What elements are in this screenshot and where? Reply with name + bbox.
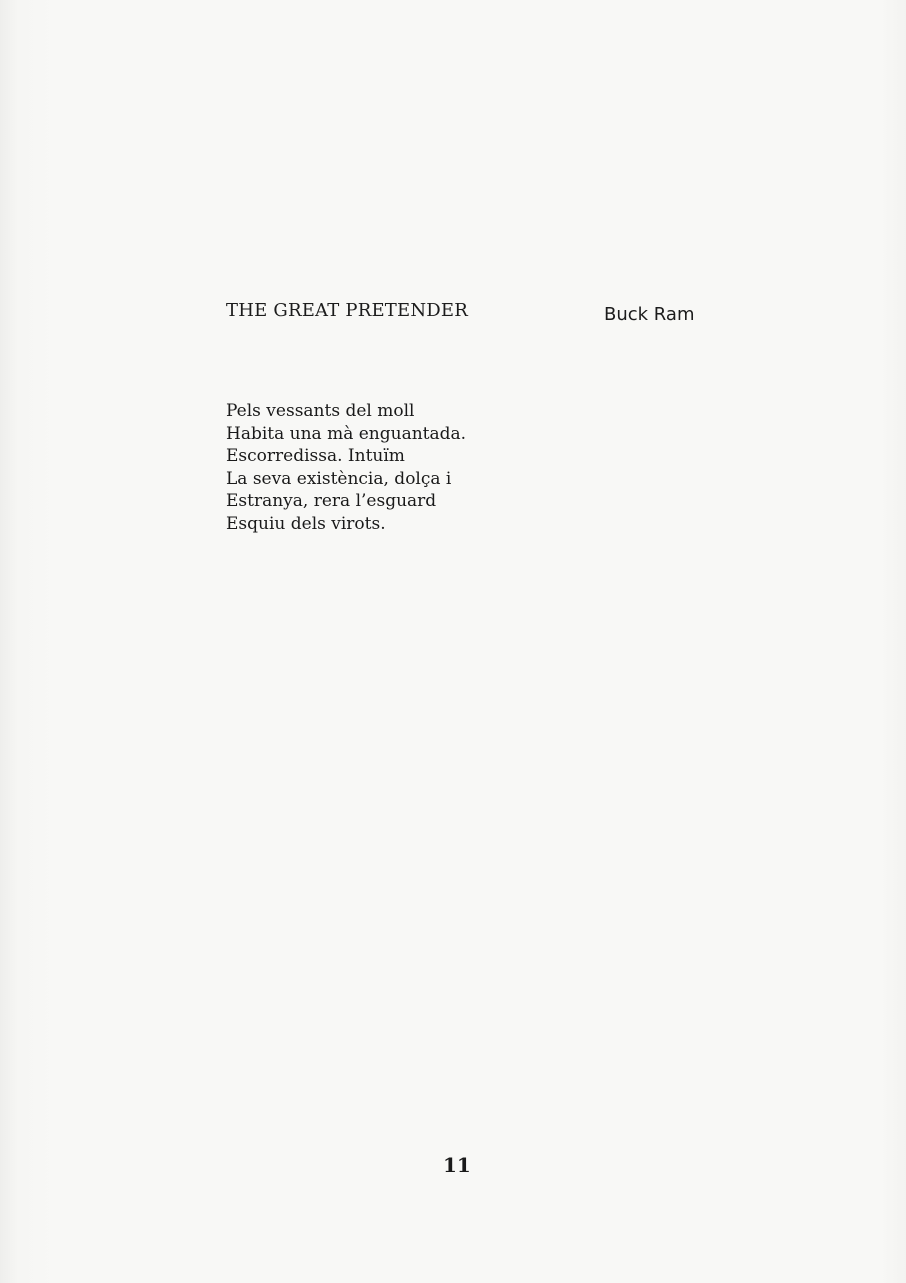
poem-line: Escorredissa. Intuïm <box>226 446 405 467</box>
poem-body <box>226 400 466 536</box>
page-number: 11 <box>443 1153 471 1177</box>
poem-title: THE GREAT PRETENDER <box>226 300 469 321</box>
poem-line: La seva existència, dolça i <box>226 468 452 489</box>
poem-line: Pels vessants del moll <box>226 401 415 421</box>
poem-line: Esquiu dels virots. <box>226 513 386 534</box>
poem-author: Buck Ram <box>604 304 695 325</box>
poem-line: Estranya, rera l’esguard <box>226 491 437 512</box>
poem-line: Habita una mà enguantada. <box>226 423 467 444</box>
